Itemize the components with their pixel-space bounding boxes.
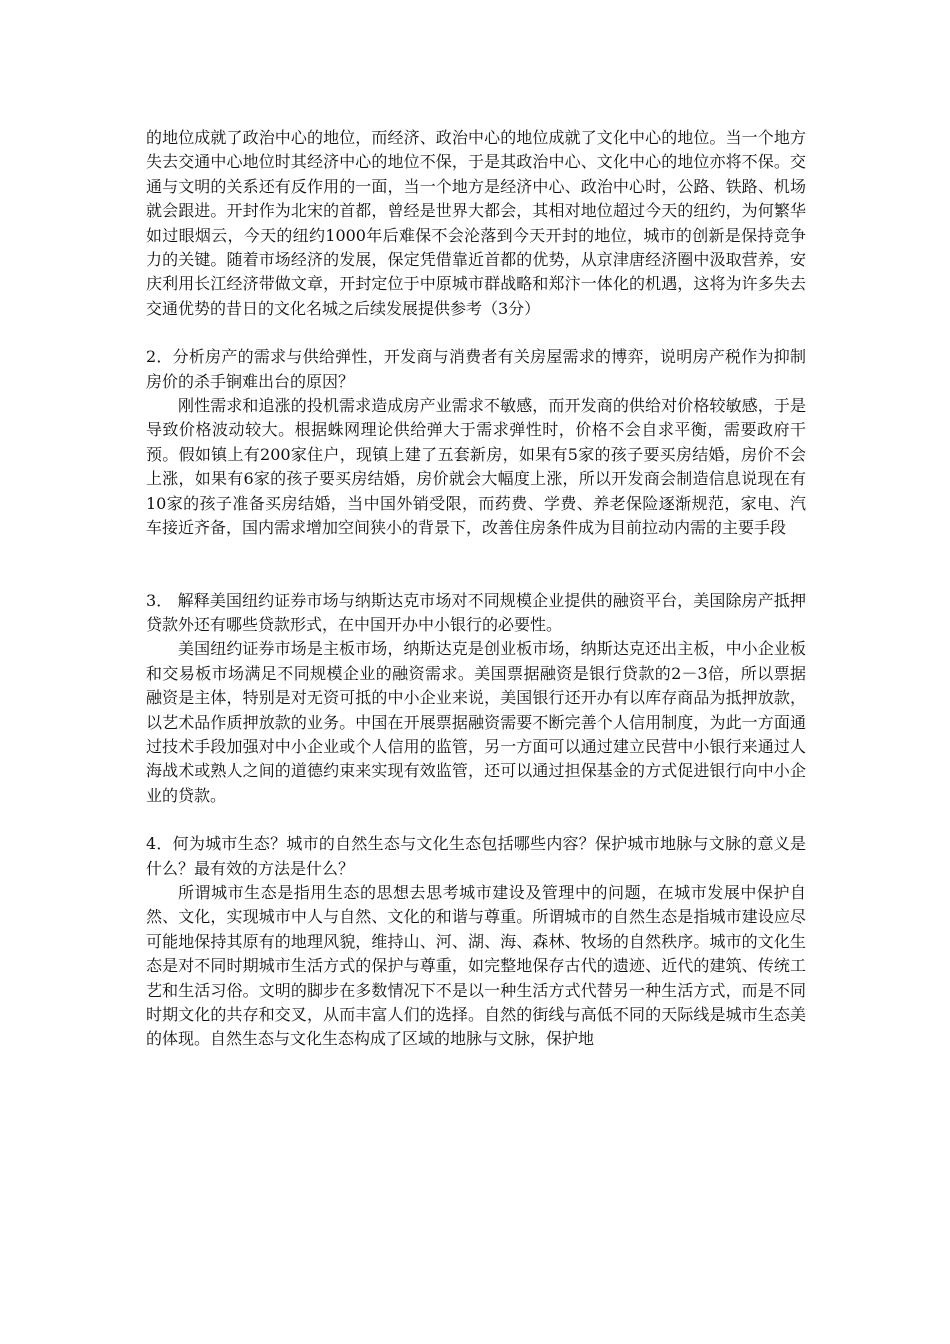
question-3: 3． 解释美国纽约证券市场与纳斯达克市场对不同规模企业提供的融资平台，美国除房产抵押贷款外还有哪些贷款形式，在中国开办中小银行的必要性。	[146, 590, 806, 634]
paragraph-spacer	[146, 808, 806, 832]
intro-paragraph: 的地位成就了政治中心的地位，而经济、政治中心的地位成就了文化中心的地位。当一个地方失去交通中心地位时其经济中心的地位不保，于是其政治中心、文化中心的地位亦将不保。交通与文明的关系还有反作用的一面，当一个地方是经济中心、政治中心时，公路、铁路、机场就会跟进。开封作为北宋的首都，曾经是世界大都会，其相对地位超过今天的纽约，为何繁华如过眼烟云，今天的纽约1000年后难保不会沦落到今天开封的地位，城市的创新是保持竞争力的关键。随着市场经济的发展，保定凭借靠近首都的优势，从京津唐经济圈中汲取营养，安庆利用长江经济带做文章，开封定位于中原城市群战略和郑汴一体化的机遇，这将为许多失去交通优势的昔日的文化名城之后续发展提供参考（3分）	[146, 128, 806, 318]
document-page	[146, 126, 806, 1052]
question-2: 2．分析房产的需求与供给弹性，开发商与消费者有关房屋需求的博弈，说明房产税作为抑制房价的杀手锏难出台的原因？	[146, 347, 806, 391]
answer-4: 所谓城市生态是指用生态的思想去思考城市建设及管理中的问题，在城市发展中保护自然、文化，实现城市中人与自然、文化的和谐与尊重。所谓城市的自然生态是指城市建设应尽可能地保持其原有的地理风貌，维持山、河、湖、海、森林、牧场的自然秩序。城市的文化生态是对不同时期城市生活方式的保护与尊重，如完整地保存古代的遗迹、近代的建筑、传统工艺和生活习俗。文明的脚步在多数情况下不是以一种生活方式代替另一种生活方式，而是不同时期文化的共存和交叉，从而丰富人们的选择。自然的街线与高低不同的天际线是城市生态美的体现。自然生态与文化生态构成了区域的地脉与文脉，保护地	[146, 882, 806, 1049]
paragraph-spacer	[146, 541, 806, 589]
paragraph-spacer	[146, 321, 806, 345]
answer-2: 刚性需求和追涨的投机需求造成房产业需求不敏感，而开发商的供给对价格较敏感，于是导致价格波动较大。根据蛛网理论供给弹大于需求弹性时，价格不会自求平衡，需要政府干预。假如镇上有200家住户，现镇上建了五套新房，如果有5家的孩子要买房结婚，房价不会上涨，如果有6家的孩子要买房结婚，房价就会大幅度上涨，所以开发商会制造信息说现在有10家的孩子准备买房结婚，当中国外销受限，而药费、学费、养老保险逐渐规范，家电、汽车接近齐备，国内需求增加空间狭小的背景下，改善住房条件成为目前拉动内需的主要手段	[146, 396, 806, 538]
answer-3: 美国纽约证券市场是主板市场，纳斯达克是创业板市场，纳斯达克还出主板，中小企业板和交易板市场满足不同规模企业的融资需求。美国票据融资是银行贷款的2－3倍，所以票据融资是主体，特别是对无资可抵的中小企业来说，美国银行还开办有以库存商品为抵押放款，以艺术品作质押放款的业务。中国在开展票据融资需要不断完善个人信用制度，为此一方面通过技术手段加强对中小企业或个人信用的监管，另一方面可以通过建立民营中小银行来通过人海战术或熟人之间的道德约束来实现有效监管，还可以通过担保基金的方式促进银行向中小企业的贷款。	[146, 639, 806, 805]
question-4: 4．何为城市生态？城市的自然生态与文化生态包括哪些内容？保护城市地脉与文脉的意义是什么？最有效的方法是什么？	[146, 834, 806, 878]
